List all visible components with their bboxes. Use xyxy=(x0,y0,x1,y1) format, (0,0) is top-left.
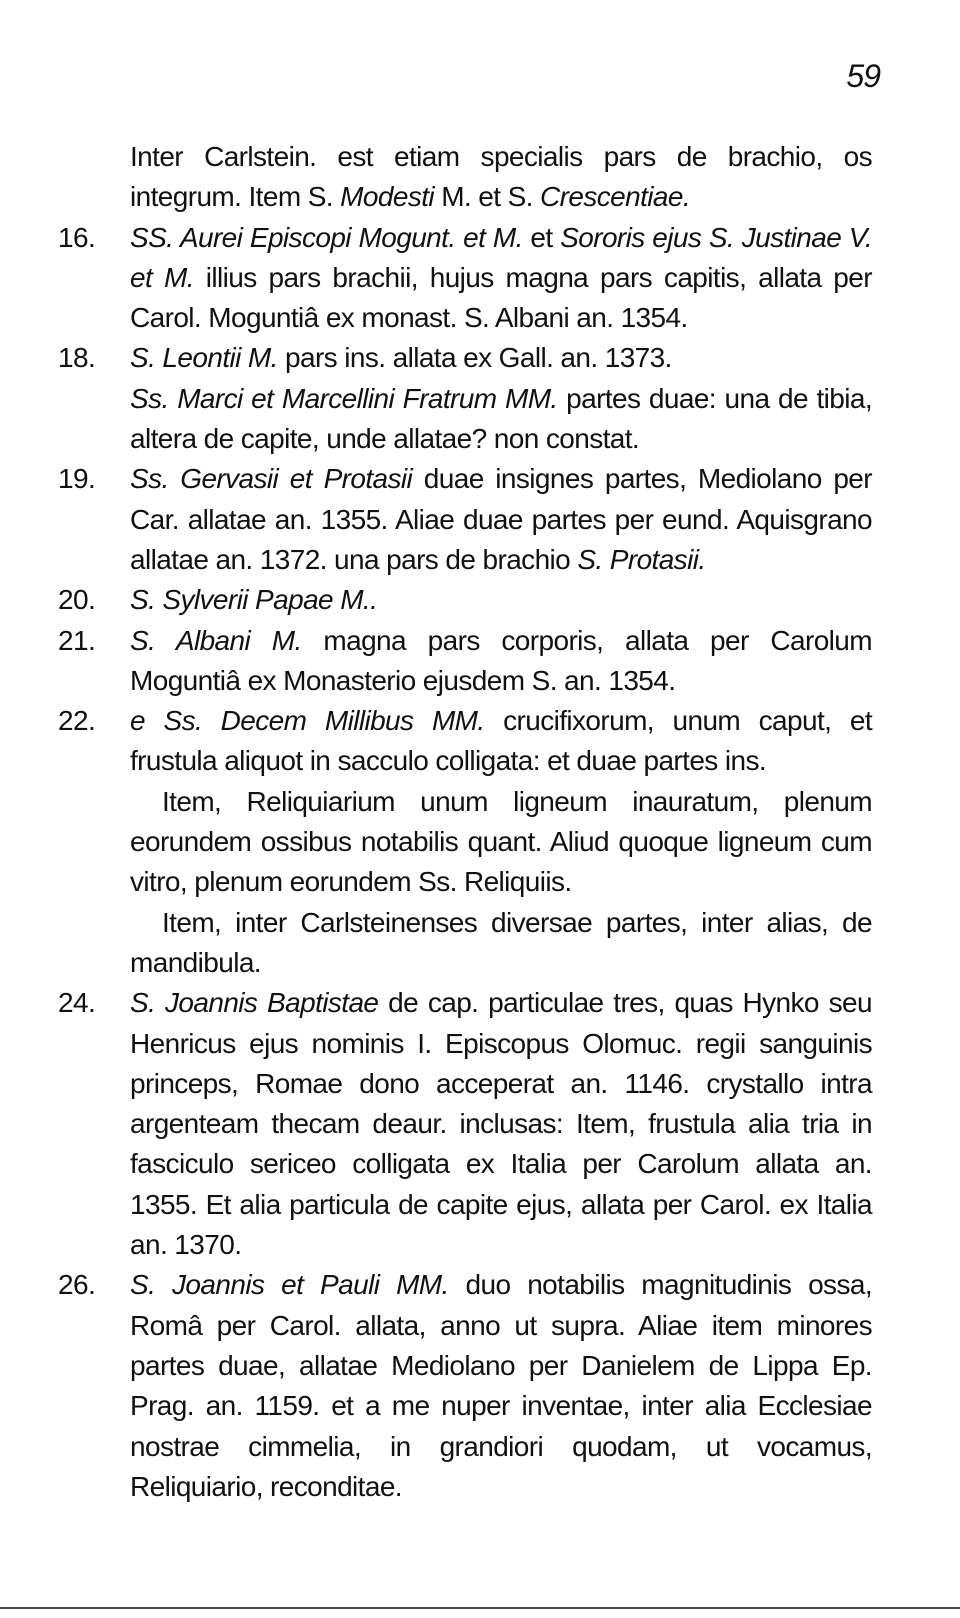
saint-name: Ss. Gervasii et Protasii xyxy=(130,463,413,495)
saint-name: S. Joannis et Pauli MM. xyxy=(130,1269,449,1301)
saint-name: SS. Aurei Episcopi Mogunt. et M. xyxy=(130,221,523,253)
page-number: 59 xyxy=(846,58,880,94)
saint-name: S. Sylverii Papae M.. xyxy=(130,584,378,616)
entry-number: 19. xyxy=(58,463,96,495)
page-bottom-edge xyxy=(0,1607,960,1609)
intro-text: M. et S. xyxy=(434,181,541,213)
entry-19 xyxy=(58,459,872,580)
saint-name: S. Albani M. xyxy=(130,624,302,656)
intro-paragraph xyxy=(130,137,872,218)
entry-number: 26. xyxy=(58,1269,96,1301)
entry-text: duae insignes partes, Mediolano per Car. allatae an. 1355. Aliae duae partes per eund. Aquisgrano allatae an. 1372. una pars de brachio xyxy=(130,463,872,575)
entry-text: et xyxy=(522,221,561,253)
saint-name: Sororis ejus S. Justinae V. et M. xyxy=(130,221,872,293)
entry-number: 24. xyxy=(58,987,96,1019)
entry-number: 16. xyxy=(58,221,96,253)
entry-number: 18. xyxy=(58,342,96,374)
entry-16 xyxy=(58,218,872,339)
entry-22 xyxy=(58,701,873,782)
entry-24 xyxy=(58,983,872,1265)
entry-26 xyxy=(58,1265,872,1507)
saint-name: S. Protasii. xyxy=(577,543,706,575)
entry-18 xyxy=(58,338,873,459)
saint-name: Modesti xyxy=(340,181,435,213)
saint-name: Ss. Marci et Marcellini Fratrum MM. xyxy=(130,382,558,414)
saint-name: Ss. Decem Millibus MM. xyxy=(163,705,485,737)
entry-text: illius pars brachii, hujus magna pars capitis, allata per Carol. Moguntiâ ex monast. S. Albani an. 1354. xyxy=(130,261,872,334)
entry-21 xyxy=(58,621,872,702)
entry-number: 20. xyxy=(58,584,96,616)
entry-20 xyxy=(58,580,872,620)
entry-number: 22. xyxy=(58,705,96,737)
entry-text: magna pars corporis, allata per Carolum Moguntiâ ex Monasterio ejusdem S. an. 1354. xyxy=(130,624,872,696)
entry-number: 21. xyxy=(58,624,96,656)
page-body xyxy=(58,137,873,1507)
entry-text: partes duae: una de tibia, altera de capite, unde allatae? non constat. xyxy=(130,382,873,455)
entry-text: crucifixorum, unum caput, et frustula aliquot in sacculo colligata: et duae partes ins. xyxy=(130,705,873,777)
saint-name: S. Joannis Baptistae xyxy=(130,987,379,1019)
intro-text: Inter Carlstein. est etiam specialis pars de brachio, os integrum. Item S. xyxy=(130,141,872,213)
entry-22-paragraph-2: Item, inter Carlsteinenses diversae partes, inter alias, de mandibula. xyxy=(130,906,872,978)
entry-text: duo notabilis magnitudinis ossa, Româ per Carol. allata, anno ut supra. Aliae item minores partes duae, allatae Mediolano per Danielem de Lippa Ep. Prag. an. 1159. et a me nuper inventae, inter alia Ecclesiae nostrae cimmelia, in grandiori quodam, ut vocamus, Reliquiario, reconditae. xyxy=(130,1269,872,1502)
saint-name: Crescentiae. xyxy=(540,181,691,213)
entry-22-paragraph-1: Item, Reliquiarium unum ligneum inauratum, plenum eorundem ossibus notabilis quant. Aliud quoque ligneum cum vitro, plenum eorundem Ss. Reliquiis. xyxy=(130,785,872,898)
entry-prefix: e xyxy=(130,705,164,737)
saint-name: S. Leontii M. xyxy=(130,342,278,374)
entry-text: de cap. particulae tres, quas Hynko seu Henricus ejus nominis I. Episcopus Olomuc. regii sanguinis princeps, Romae dono acceperat an. 1146. crystallo intra argenteam thecam deaur. inclusas: Item, frustula alia tria in fasciculo sericeo colligata ex Italia per Carolum allata an. 1355. Et alia particula de capite ejus, allata per Carol. ex Italia an. 1370. xyxy=(130,987,872,1261)
entry-text: pars ins. allata ex Gall. an. 1373. xyxy=(277,342,672,374)
